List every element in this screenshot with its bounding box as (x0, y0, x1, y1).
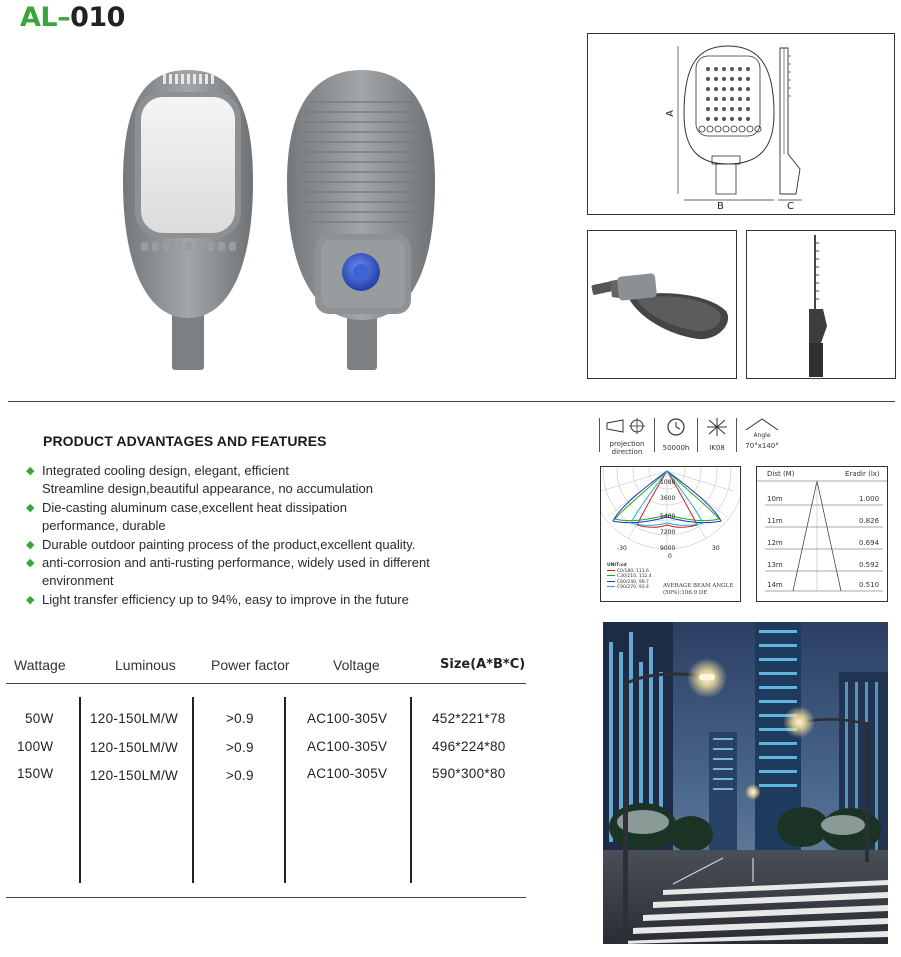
lamp-front-view (123, 70, 253, 370)
feature-item: ◆ Light transfer efficiency up to 94%, easy to improve in the future (26, 591, 476, 609)
street-night-photo (603, 622, 888, 944)
feature-item: ◆ Die-casting aluminum case,excellent heat dissipation (26, 499, 476, 517)
spec-icon-row (599, 416, 789, 456)
spec-cell: >0.9 (226, 768, 254, 783)
illum-col-right: Eradir (lx) (845, 470, 880, 478)
model-prefix: AL (20, 2, 58, 33)
illum-dist: 14m (767, 581, 783, 589)
icon-separator (654, 418, 655, 452)
polar-angle-zero: 0 (668, 553, 672, 560)
icon-separator (697, 418, 698, 452)
illum-dist: 10m (767, 495, 783, 503)
spec-cell: >0.9 (226, 740, 254, 755)
spec-table-bottom-rule (6, 897, 526, 898)
spec-column-divider (79, 697, 81, 883)
feature-list (26, 462, 476, 609)
section-title: PRODUCT ADVANTAGES AND FEATURES (43, 433, 327, 449)
polar-legend-text: C60/240, 99.7 (617, 579, 649, 585)
illum-lux: 1.000 (859, 495, 880, 503)
spec-column-divider (192, 697, 194, 883)
polar-angle-right: 30 (712, 545, 720, 552)
spec-header-luminous: Luminous (115, 657, 176, 673)
lifetime-label: 50000h (662, 444, 690, 452)
icon-separator (736, 418, 737, 452)
projection-label-2: direction (611, 448, 643, 456)
illum-dist: 13m (767, 561, 783, 569)
polar-legend-title: UNIT:cd (607, 563, 627, 568)
feature-item: ◆ Integrated cooling design, elegant, efficient (26, 462, 476, 480)
illum-dist: 11m (767, 517, 783, 525)
spec-cell: 120-150LM/W (90, 768, 179, 783)
polar-legend-item (607, 585, 661, 591)
feature-item-continuation: performance, durable (42, 518, 166, 534)
spec-cell: >0.9 (226, 711, 254, 726)
illum-dist: 12m (767, 539, 783, 547)
side-view-svg (747, 231, 895, 378)
ik-rating-label: IK08 (709, 444, 725, 452)
polar-ring-2: 3600 (660, 495, 676, 502)
beam-angle-line-1: AVERAGE BEAM ANGLE (663, 583, 734, 589)
polar-legend-text: C0/180, 113.6 (617, 568, 649, 574)
clock-icon-svg (656, 416, 696, 438)
model-title (20, 2, 125, 33)
clock-icon (656, 416, 696, 456)
angle-label: 70°x140° (745, 442, 779, 450)
spec-column-divider (410, 697, 412, 883)
illum-lux: 0.592 (859, 561, 880, 569)
feature-item: ◆ anti-corrosion and anti-rusting performance, widely used in different (26, 554, 476, 572)
spec-cell: 100W (17, 739, 54, 754)
impact-icon (699, 416, 735, 456)
angle-icon (738, 416, 786, 456)
polar-ring-3: 5400 (660, 513, 676, 520)
dimension-drawing-svg (588, 34, 894, 214)
spec-cell: 452*221*78 (432, 711, 506, 726)
dimension-label-a: A (664, 110, 676, 117)
feature-item-continuation: Streamline design,beautiful appearance, no accumulation (42, 481, 373, 497)
polar-angle-left: -30 (617, 545, 627, 552)
illum-lux: 0.510 (859, 581, 880, 589)
angle-top-label: Angle (753, 432, 771, 439)
icon-separator (599, 418, 600, 452)
product-photos (105, 62, 455, 377)
projection-label-1: projection (609, 440, 645, 448)
spec-table-header-rule (6, 683, 526, 684)
spec-cell: 120-150LM/W (90, 740, 179, 755)
spec-cell: 50W (25, 711, 54, 726)
section-divider (8, 401, 895, 402)
lamp-back-view (287, 70, 435, 370)
dimension-label-c: C (787, 201, 794, 212)
spec-header-voltage: Voltage (333, 657, 380, 673)
polar-ring-1: 1080 (660, 479, 676, 486)
model-number: 010 (70, 2, 125, 33)
spec-header-size: Size(A*B*C) (440, 657, 526, 672)
model-dash: – (57, 2, 71, 33)
polar-ring-4: 7200 (660, 529, 676, 536)
beam-angle-line-2: (50%):106.9 DE (663, 590, 708, 596)
spec-column-divider (284, 697, 286, 883)
feature-item: ◆ Durable outdoor painting process of the product,excellent quality. (26, 536, 476, 554)
spec-cell: AC100-305V (307, 766, 388, 781)
dimension-drawing (587, 33, 895, 215)
polar-legend (607, 563, 661, 591)
spec-cell: 120-150LM/W (90, 711, 179, 726)
perspective-view (587, 230, 737, 379)
impact-icon-svg (699, 416, 735, 438)
spec-cell: AC100-305V (307, 711, 388, 726)
illum-lux: 0.694 (859, 539, 880, 547)
illum-lux: 0.826 (859, 517, 880, 525)
illum-col-left: Dist (M) (767, 470, 795, 478)
spec-cell: 590*300*80 (432, 766, 506, 781)
projection-icon-svg (601, 416, 653, 438)
polar-legend-text: C90/270, 93.4 (617, 585, 649, 590)
polar-legend-text: C30/210, 112.4 (617, 574, 652, 579)
illuminance-chart (756, 466, 888, 602)
spec-cell: 496*224*80 (432, 739, 506, 754)
projection-icon (601, 416, 653, 456)
spec-header-power-factor: Power factor (211, 657, 290, 673)
spec-header-wattage: Wattage (14, 657, 66, 673)
street-photo-svg (603, 622, 888, 944)
feature-item-continuation: environment (42, 573, 114, 589)
spec-cell: AC100-305V (307, 739, 388, 754)
perspective-view-svg (588, 231, 736, 378)
polar-light-distribution (600, 466, 741, 602)
dimension-label-b: B (717, 201, 724, 212)
spec-cell: 150W (17, 766, 54, 781)
polar-ring-5: 9000 (660, 545, 676, 552)
beam-angle-note (663, 583, 739, 597)
side-view (746, 230, 896, 379)
